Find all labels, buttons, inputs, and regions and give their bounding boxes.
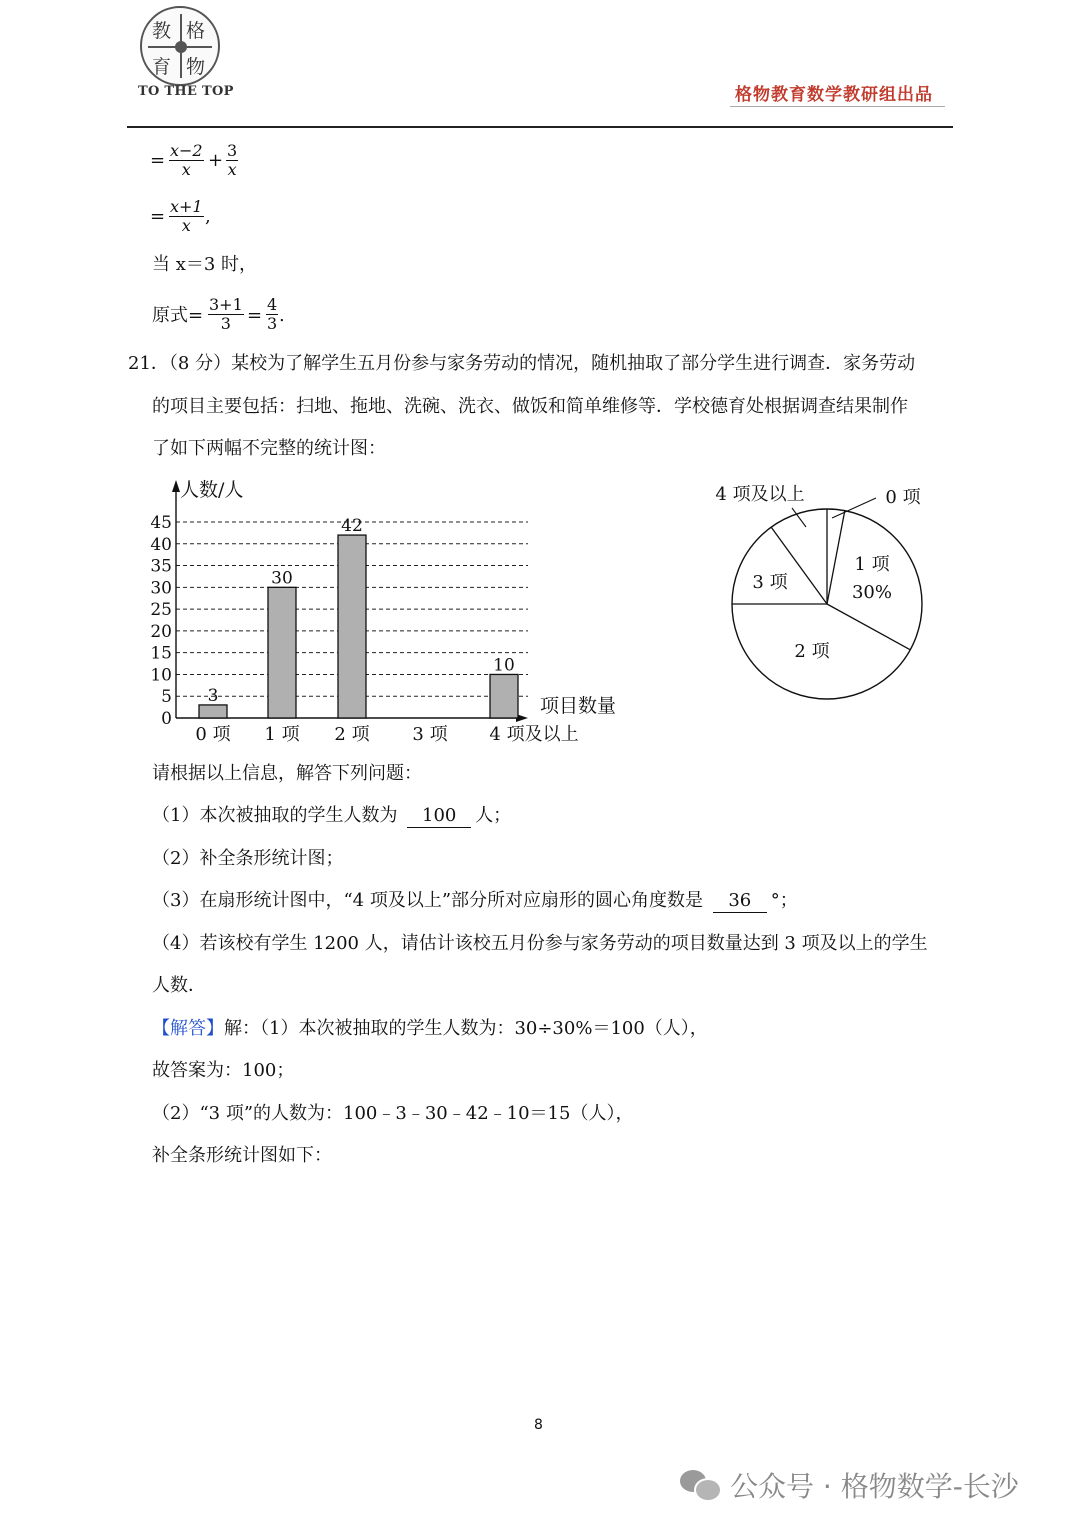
- result-prefix: 原式=: [152, 305, 204, 326]
- fraction: [266, 296, 278, 333]
- x-axis-label: 项目数量: [540, 695, 617, 717]
- solution-line: [152, 1018, 708, 1040]
- solution-text: 解：（1）本次被抽取的学生人数为：30÷30%＝100（人），: [224, 1018, 708, 1039]
- x-tick-label: 2 项: [334, 724, 370, 745]
- x-tick-label: 1 项: [264, 724, 300, 745]
- y-tick-label: 30: [150, 578, 172, 599]
- question-3-text: （3）在扇形统计图中，“4 项及以上”部分所对应扇形的圆心角度数是: [152, 890, 704, 911]
- brand-underline: [730, 106, 945, 107]
- wechat-account-text: 公众号 · 格物数学-长沙: [730, 1470, 1019, 1503]
- logo-char: 育: [152, 56, 172, 78]
- pie-slice-label: 3 项: [752, 572, 788, 593]
- y-tick-label: 0: [161, 709, 172, 729]
- y-tick-label: 15: [150, 643, 172, 664]
- fraction-denominator: x: [181, 216, 191, 235]
- plus-sign: +: [208, 150, 224, 171]
- pie-slice-label: 4 项及以上: [715, 484, 805, 505]
- problem-stem-line: 了如下两幅不完整的统计图：: [152, 438, 386, 459]
- y-tick-label: 25: [150, 600, 172, 621]
- logo-center-dot: [175, 41, 187, 53]
- wechat-icon: [680, 1468, 720, 1502]
- fraction: [226, 142, 238, 179]
- logo-char: 格: [186, 20, 206, 42]
- y-axis-label: 人数/人: [180, 479, 244, 501]
- bar-value-label: 30: [271, 568, 293, 589]
- logo-seal: [140, 6, 220, 86]
- bar: [268, 587, 296, 718]
- y-tick-label: 5: [161, 687, 172, 708]
- bar: [490, 674, 518, 718]
- solution-line: （2）“3 项”的人数为：100﹣3﹣30﹣42﹣10＝15（人），: [152, 1103, 634, 1124]
- problem-stem-line: 的项目主要包括：扫地、拖地、洗碗、洗衣、做饭和简单维修等．学校德育处根据调查结果制作: [152, 396, 908, 417]
- bar-value-label: 42: [341, 516, 363, 537]
- pie-slice-label: 1 项: [854, 554, 890, 575]
- brand-title: 格物教育数学教研组出品: [735, 85, 933, 105]
- problem-stem-line: 21．（8 分）某校为了解学生五月份参与家务劳动的情况，随机抽取了部分学生进行调查．家务劳动: [128, 353, 916, 374]
- x-tick-label: 0 项: [195, 724, 231, 745]
- equals-sign: =: [150, 206, 166, 227]
- solution-line: 补全条形统计图如下：: [152, 1145, 332, 1166]
- fraction-numerator: 4: [267, 295, 278, 314]
- question-3: [152, 890, 798, 913]
- question-3-suffix: °；: [770, 890, 798, 911]
- bar-value-label: 10: [493, 655, 515, 676]
- fraction: [169, 198, 204, 235]
- fraction-denominator: 3: [220, 314, 231, 333]
- x-tick-label: 4 项及以上: [489, 724, 579, 745]
- condition-line: 当 x＝3 时，: [152, 254, 258, 275]
- comma: ,: [205, 206, 211, 227]
- y-tick-label: 40: [150, 534, 172, 555]
- pie-slice-label: 2 项: [794, 641, 830, 662]
- y-tick-label: 45: [150, 513, 172, 533]
- fraction-numerator: x+1: [170, 197, 203, 216]
- bar: [199, 705, 227, 718]
- solution-line: 故答案为：100；: [152, 1060, 295, 1081]
- answer-blank: 100: [407, 805, 471, 828]
- logo-char: 教: [152, 20, 172, 42]
- logo-subtitle: TO THE TOP: [138, 84, 234, 99]
- y-tick-label: 10: [150, 665, 172, 686]
- question-2: （2）补全条形统计图；: [152, 848, 344, 869]
- equals-sign: =: [247, 305, 263, 326]
- period: .: [279, 305, 285, 326]
- logo-char: 物: [186, 56, 206, 78]
- fraction-denominator: 3: [267, 314, 278, 333]
- fraction-numerator: x−2: [170, 141, 203, 160]
- question-4: 人数．: [152, 975, 206, 996]
- solution-tag: 【解答】: [152, 1018, 224, 1039]
- questions-prompt: 请根据以上信息，解答下列问题：: [152, 763, 422, 784]
- fraction: [169, 142, 204, 179]
- question-1-text: （1）本次被抽取的学生人数为: [152, 805, 398, 826]
- answer-blank: 36: [713, 890, 767, 913]
- question-1: [152, 805, 511, 828]
- question-1-suffix: 人；: [475, 805, 512, 826]
- pie-slice-label: 0 项: [885, 487, 921, 508]
- bar: [338, 535, 366, 718]
- y-tick-label: 35: [150, 556, 172, 577]
- equals-sign: =: [150, 150, 166, 171]
- fraction-denominator: x: [227, 160, 237, 179]
- bar-value-label: 3: [207, 685, 219, 706]
- fraction: [208, 296, 244, 333]
- fraction-numerator: 3+1: [209, 295, 243, 314]
- pie-chart: [700, 470, 950, 715]
- fraction-denominator: x: [181, 160, 191, 179]
- pie-slice-percent: 30%: [851, 582, 893, 603]
- question-4: （4）若该校有学生 1200 人，请估计该校五月份参与家务劳动的项目数量达到 3 项及以上的学生: [152, 933, 928, 954]
- x-tick-label: 3 项: [412, 724, 448, 745]
- bar-chart: [130, 470, 640, 755]
- y-axis-arrow: [172, 480, 180, 492]
- header-rule: [127, 126, 953, 128]
- page-number: 8: [534, 1417, 543, 1433]
- wechat-watermark: [680, 1465, 1019, 1505]
- y-tick-label: 20: [150, 621, 172, 642]
- fraction-numerator: 3: [227, 141, 238, 160]
